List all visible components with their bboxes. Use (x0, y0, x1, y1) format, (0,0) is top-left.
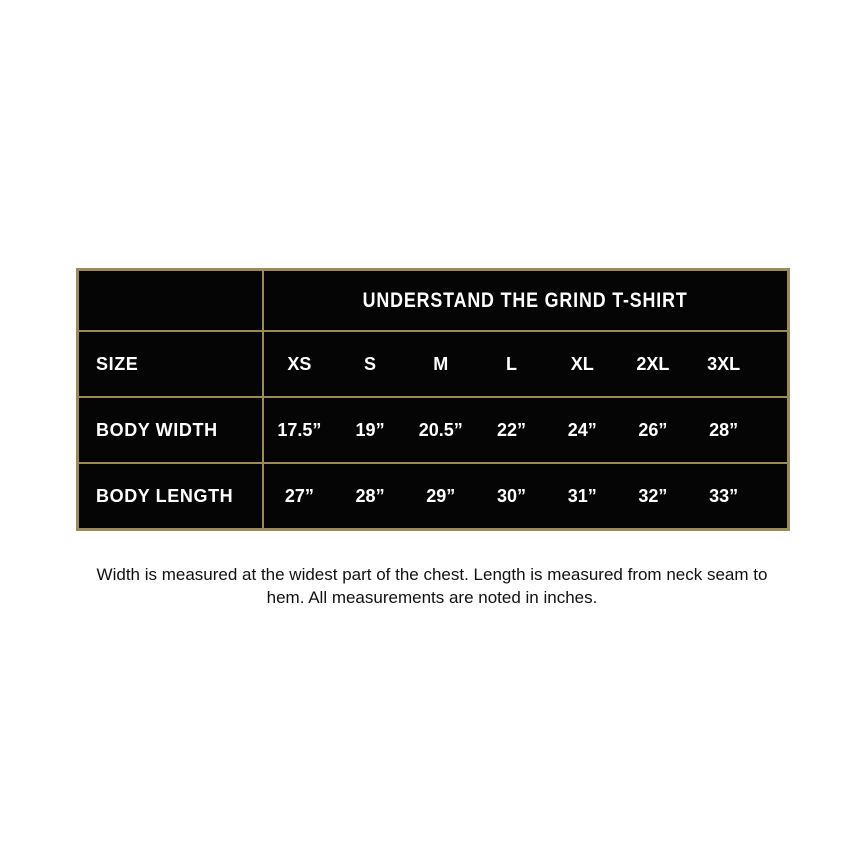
body-length-value: 31” (567, 485, 597, 506)
body-length-value: 30” (496, 485, 526, 506)
size-value: L (505, 353, 517, 374)
size-values (264, 332, 787, 396)
size-value: XL (570, 353, 594, 374)
body-width-value: 17.5” (277, 419, 322, 440)
table-title-row (79, 271, 787, 330)
size-chart-table (76, 268, 790, 531)
body-length-value: 32” (638, 485, 668, 506)
table-row-size (79, 330, 787, 396)
body-width-value: 19” (355, 419, 385, 440)
row-label-body-length: BODY LENGTH (79, 464, 264, 528)
table-row-body-length (79, 462, 787, 528)
body-length-value: 29” (426, 485, 456, 506)
body-length-values (264, 464, 787, 528)
measurement-note: Width is measured at the widest part of the chest. Length is measured from neck seam to hem. All measurements are noted in inches. (96, 565, 768, 607)
product-title-cell (264, 271, 787, 330)
product-title: UNDERSTAND THE GRIND T-SHIRT (363, 288, 688, 312)
body-width-value: 28” (709, 419, 739, 440)
size-value: 2XL (636, 353, 670, 374)
table-row-body-width (79, 396, 787, 462)
row-label-body-width: BODY WIDTH (79, 398, 264, 462)
body-width-value: 26” (638, 419, 668, 440)
body-length-value: 33” (709, 485, 739, 506)
body-width-value: 20.5” (418, 419, 463, 440)
body-length-value: 28” (355, 485, 385, 506)
size-value: 3XL (707, 353, 741, 374)
body-width-value: 22” (496, 419, 526, 440)
row-label-size: SIZE (79, 332, 264, 396)
size-value: XS (287, 353, 312, 374)
size-value: M (433, 353, 449, 374)
title-row-empty-cell (79, 271, 264, 330)
body-width-values (264, 398, 787, 462)
body-width-value: 24” (567, 419, 597, 440)
body-length-value: 27” (284, 485, 314, 506)
size-value: S (364, 353, 377, 374)
